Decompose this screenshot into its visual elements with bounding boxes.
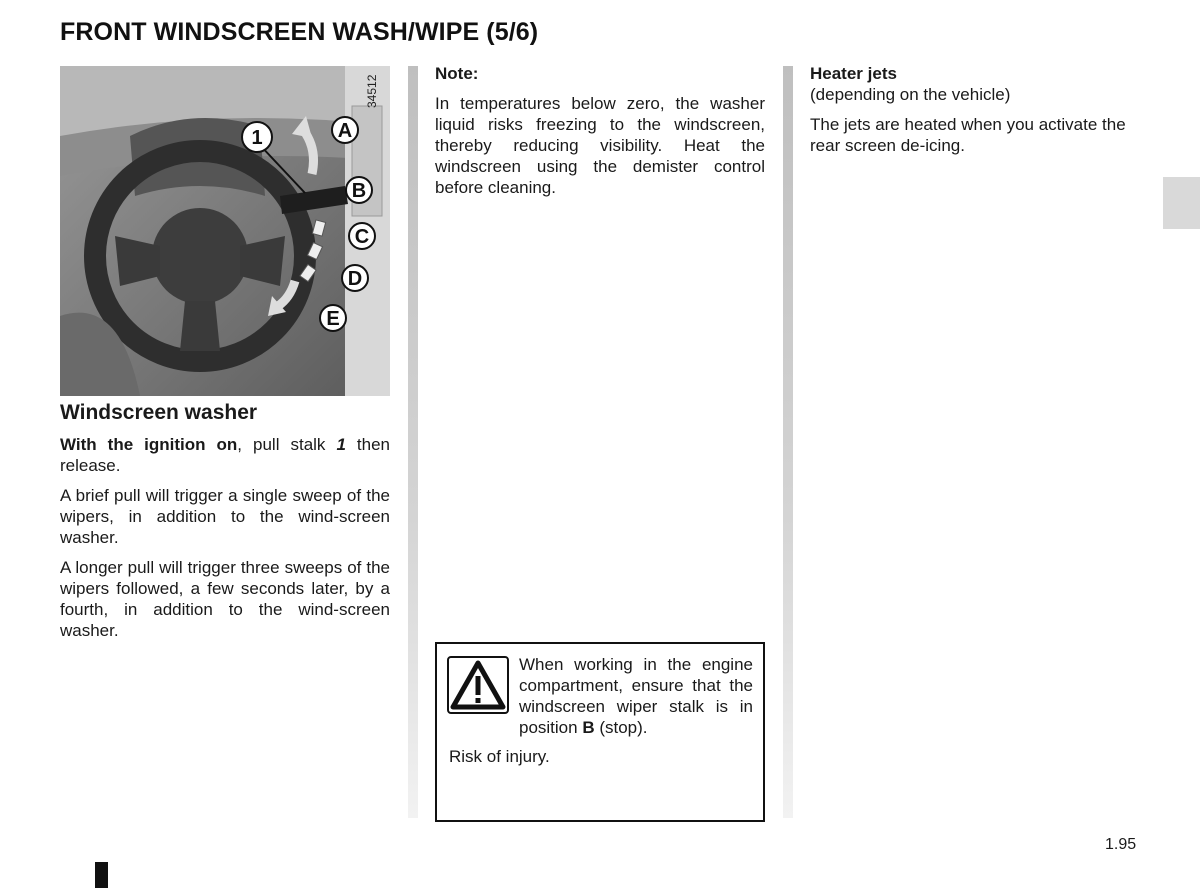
steering-wheel-illustration — [60, 66, 390, 396]
warning-text: When working in the engine compartment, ensure that the windscreen wiper stalk is in position B (stop). — [519, 655, 753, 737]
column-note — [435, 63, 765, 207]
column-divider — [408, 66, 418, 818]
column-divider — [783, 66, 793, 818]
svg-text:D: D — [347, 268, 363, 290]
callout-C — [349, 223, 375, 249]
section-heading: Windscreen washer — [60, 401, 258, 424]
column-heater-jets — [810, 63, 1140, 165]
note-text: In temperatures below zero, the washer liquid risks freezing to the windscreen, thereby reducing visibility. Heat the windscreen using the demister control before cleaning. — [435, 94, 765, 197]
callout-A — [332, 117, 358, 143]
section-tab — [1163, 177, 1200, 229]
risk-text: Risk of injury. — [449, 747, 550, 766]
page-number: 1.95 — [1105, 836, 1137, 853]
note-label: Note: — [435, 64, 479, 83]
svg-text:C: C — [354, 226, 370, 248]
page-title: FRONT WINDSCREEN WASH/WIPE (5/6) — [60, 18, 539, 46]
paragraph-brief-pull: A brief pull will trigger a single sweep of the wipers, in addition to the wind-screen washer. — [60, 486, 390, 547]
bold-text: With the ignition on — [60, 435, 238, 454]
heater-jets-text: The jets are heated when you activate the rear screen de-icing. — [810, 115, 1126, 155]
paragraph-longer-pull: A longer pull will trigger three sweeps of the wipers followed, a few seconds later, by a fourth, in addition to the wind-screen washer. — [60, 558, 390, 640]
callout-1 — [242, 122, 272, 152]
svg-text:A: A — [337, 120, 353, 142]
corner-mark — [95, 862, 108, 888]
callout-D — [342, 265, 368, 291]
heater-jets-subheading: (depending on the vehicle) — [810, 85, 1011, 104]
paragraph-ignition: With the ignition on, pull stalk 1 then release. — [60, 435, 390, 475]
warning-box — [435, 642, 765, 822]
stalk-reference: 1 — [336, 435, 346, 454]
svg-text:B: B — [351, 180, 367, 202]
callout-B — [346, 177, 372, 203]
svg-text:E: E — [326, 308, 340, 330]
svg-text:1: 1 — [251, 127, 263, 149]
callout-E — [320, 305, 346, 331]
warning-triangle-icon — [447, 656, 509, 714]
column-windscreen-washer — [60, 400, 390, 650]
figure-reference: 34512 — [365, 74, 379, 108]
position-reference: B — [582, 718, 595, 737]
heater-jets-heading: Heater jets — [810, 64, 897, 83]
